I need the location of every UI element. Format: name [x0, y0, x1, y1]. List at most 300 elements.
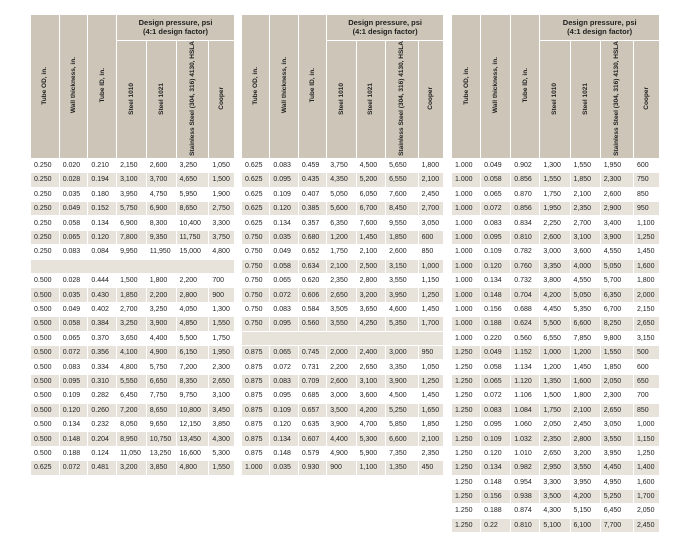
table-cell: 4,200	[356, 403, 385, 417]
table-cell: 5,350	[386, 317, 418, 331]
table-cell: 750	[633, 173, 659, 187]
table-cell: 1.250	[452, 374, 481, 388]
table-cell: 5,050	[570, 288, 600, 302]
table-cell: 0.500	[31, 417, 60, 431]
header-wall-thickness	[270, 15, 298, 159]
table-cell: 0.760	[511, 259, 540, 273]
table-cell: 5,900	[356, 446, 385, 460]
table-cell: 1,550	[540, 173, 570, 187]
table-row	[31, 302, 235, 316]
table-cell: 1.000	[452, 245, 481, 259]
table-cell: 0.750	[242, 245, 270, 259]
table-cell: 2,800	[570, 432, 600, 446]
table-cell: 1.250	[452, 504, 481, 518]
table-cell: 0.709	[298, 374, 326, 388]
table-cell: 1.120	[511, 374, 540, 388]
table-cell: 4,850	[176, 317, 209, 331]
table-cell: 4,600	[386, 302, 418, 316]
table-row	[31, 216, 235, 230]
table-cell: 3,900	[327, 417, 356, 431]
table-cell: 3,900	[600, 230, 633, 244]
table-cell: 950	[418, 345, 443, 359]
table-cell: 0.152	[88, 202, 117, 216]
table-cell: 0.065	[481, 187, 511, 201]
table-cell: 3,900	[146, 317, 176, 331]
table-cell: 5,250	[386, 403, 418, 417]
table-cell: 0.095	[481, 417, 511, 431]
table-cell: 2,100	[418, 173, 443, 187]
table-cell: 0.220	[481, 331, 511, 345]
table-cell: 0.049	[270, 245, 298, 259]
table-row	[31, 187, 235, 201]
table-cell: 0.072	[59, 461, 88, 475]
table-cell: 7,750	[146, 389, 176, 403]
table-row	[31, 345, 235, 359]
table-cell: 2,150	[117, 158, 147, 172]
table-cell: 0.657	[298, 403, 326, 417]
table-cell: 4,300	[209, 432, 235, 446]
table-row	[242, 389, 444, 403]
table-cell: 3,550	[327, 317, 356, 331]
table-row	[452, 518, 660, 532]
table-cell: 1.084	[511, 403, 540, 417]
table-cell: 5,650	[386, 158, 418, 172]
table-cell: 0.148	[270, 446, 298, 460]
table-cell: 4,400	[327, 432, 356, 446]
table-cell: 10,750	[146, 432, 176, 446]
table-cell: 0.875	[242, 389, 270, 403]
table-cell: 2,650	[600, 403, 633, 417]
table-cell: 9,650	[146, 417, 176, 431]
pressure-table	[30, 14, 235, 476]
table-cell: 2,450	[633, 518, 659, 532]
table-cell: 1.250	[452, 518, 481, 532]
table-cell: 3,800	[540, 274, 570, 288]
table-cell: 0.188	[481, 317, 511, 331]
table-cell: 4,100	[117, 345, 147, 359]
table-cell: 3,100	[356, 374, 385, 388]
table-cell: 1,550	[209, 461, 235, 475]
table-cell: 6,450	[600, 504, 633, 518]
table-cell: 0.083	[270, 374, 298, 388]
design-pressure-label: Design pressure, psi	[348, 18, 422, 27]
table-cell: 1,900	[209, 187, 235, 201]
table-cell: 0.109	[270, 187, 298, 201]
table-cell: 8,650	[176, 202, 209, 216]
table-cell: 0.875	[242, 345, 270, 359]
table-gap-row	[31, 259, 235, 273]
table-cell: 1,800	[570, 389, 600, 403]
header-tube-id-label: Tube ID, in.	[309, 68, 317, 103]
table-cell: 11,950	[146, 245, 176, 259]
table-cell: 0.065	[59, 331, 88, 345]
table-cell: 0.731	[298, 360, 326, 374]
table-cell: 3,000	[540, 245, 570, 259]
material-label: Cooper	[218, 87, 226, 110]
table-cell: 2,650	[633, 317, 659, 331]
table-cell: 3,100	[117, 173, 147, 187]
table-cell: 0.875	[242, 432, 270, 446]
table-cell: 6,600	[386, 432, 418, 446]
table-row	[452, 202, 660, 216]
material-label: Steel 1010	[337, 82, 345, 115]
header-tube-id	[298, 15, 326, 159]
table-cell: 2,150	[633, 302, 659, 316]
table-cell: 0.750	[242, 259, 270, 273]
table-cell: 1,850	[418, 417, 443, 431]
table-cell: 850	[418, 245, 443, 259]
table-cell: 3,150	[633, 331, 659, 345]
table-cell: 850	[633, 403, 659, 417]
header-wall-thickness-label: Wall thickness, in.	[492, 57, 500, 114]
table-row	[31, 230, 235, 244]
table-cell: 2,750	[209, 202, 235, 216]
table-cell: 1,500	[540, 389, 570, 403]
table-cell: 10,800	[176, 403, 209, 417]
table-cell: 2,700	[418, 202, 443, 216]
table-cell: 0.250	[31, 202, 60, 216]
table-row	[452, 245, 660, 259]
table-cell: 2,100	[327, 259, 356, 273]
header-wall-thickness	[59, 15, 88, 159]
table-cell: 0.444	[88, 274, 117, 288]
table-cell: 1,700	[418, 317, 443, 331]
header-wall-thickness	[481, 15, 511, 159]
table-cell: 700	[209, 274, 235, 288]
table-row	[242, 216, 444, 230]
table-cell: 0.607	[298, 432, 326, 446]
table-cell: 1.000	[242, 461, 270, 475]
table-cell: 450	[418, 461, 443, 475]
design-pressure-label: Design pressure, psi	[562, 18, 637, 27]
table-cell: 0.459	[298, 158, 326, 172]
header-tube-id	[88, 15, 117, 159]
table-cell: 0.624	[511, 317, 540, 331]
table-cell: 0.120	[481, 446, 511, 460]
table-cell: 0.560	[511, 331, 540, 345]
table-cell: 3,300	[540, 475, 570, 489]
table-cell: 10,400	[176, 216, 209, 230]
table-cell: 5,200	[356, 173, 385, 187]
material-label: Steel 1021	[367, 82, 375, 115]
table-cell: 1.000	[452, 230, 481, 244]
table-cell: 1.250	[452, 475, 481, 489]
table-cell: 600	[418, 230, 443, 244]
table-cell: 2,900	[600, 202, 633, 216]
pressure-table-2	[241, 14, 444, 476]
table-cell: 2,650	[356, 360, 385, 374]
table-row	[452, 360, 660, 374]
table-cell: 0.875	[242, 417, 270, 431]
table-cell: 3,600	[356, 389, 385, 403]
table-cell: 3,550	[600, 432, 633, 446]
table-cell: 0.875	[242, 403, 270, 417]
header-tube-id	[511, 15, 540, 159]
table-row	[31, 374, 235, 388]
table-row	[242, 345, 444, 359]
table-cell: 0.065	[270, 274, 298, 288]
table-cell: 8,050	[117, 417, 147, 431]
table-cell: 0.745	[298, 345, 326, 359]
table-cell: 4,900	[146, 345, 176, 359]
design-pressure-label: Design pressure, psi	[138, 18, 213, 27]
table-cell: 0.095	[59, 374, 88, 388]
table-cell: 0.500	[31, 360, 60, 374]
table-cell: 7,700	[600, 518, 633, 532]
table-row	[452, 187, 660, 201]
table-cell: 3,050	[600, 417, 633, 431]
table-cell: 0.148	[481, 475, 511, 489]
table-cell: 1,600	[633, 475, 659, 489]
table-cell: 3,350	[386, 360, 418, 374]
table-cell: 0.625	[242, 216, 270, 230]
table-cell: 0.500	[31, 389, 60, 403]
header-design-pressure	[327, 15, 444, 41]
table-cell: 7,800	[117, 230, 147, 244]
table-cell: 9,800	[600, 331, 633, 345]
table-cell: 0.625	[242, 173, 270, 187]
table-cell: 950	[633, 202, 659, 216]
table-cell: 3,950	[600, 446, 633, 460]
table-cell: 3,950	[570, 475, 600, 489]
table-cell: 7,350	[386, 446, 418, 460]
table-cell: 2,700	[117, 302, 147, 316]
table-row	[31, 288, 235, 302]
table-row	[31, 432, 235, 446]
table-cell: 3,000	[386, 345, 418, 359]
pressure-table	[451, 14, 660, 533]
table-row	[452, 446, 660, 460]
table-cell: 0.875	[242, 374, 270, 388]
header-material	[633, 41, 659, 159]
table-cell: 2,200	[327, 360, 356, 374]
table-cell: 4,900	[327, 446, 356, 460]
table-cell: 900	[209, 288, 235, 302]
table-row	[452, 389, 660, 403]
table-cell: 7,600	[356, 216, 385, 230]
table-row	[242, 403, 444, 417]
table-cell: 1.000	[452, 302, 481, 316]
table-row	[242, 302, 444, 316]
table-row	[452, 216, 660, 230]
table-cell: 0.856	[511, 173, 540, 187]
table-cell: 6,550	[540, 331, 570, 345]
table-cell: 1.250	[452, 446, 481, 460]
table-cell: 4,800	[209, 245, 235, 259]
table-cell: 1.250	[452, 489, 481, 503]
table-cell: 0.856	[511, 202, 540, 216]
table-cell: 0.095	[270, 173, 298, 187]
table-cell: 0.732	[511, 274, 540, 288]
table-cell: 2,400	[356, 345, 385, 359]
table-cell: 0.782	[511, 245, 540, 259]
table-row	[452, 475, 660, 489]
table-row	[242, 446, 444, 460]
table-cell: 1.000	[452, 331, 481, 345]
table-cell: 2,300	[600, 173, 633, 187]
header-wall-thickness-label: Wall thickness, in.	[280, 57, 288, 114]
table-cell: 0.620	[298, 274, 326, 288]
table-cell: 1,450	[418, 302, 443, 316]
table-cell: 9,950	[117, 245, 147, 259]
table-row	[31, 317, 235, 331]
design-factor-label: (4:1 design factor)	[567, 26, 633, 36]
header-material	[386, 41, 418, 159]
table-row	[452, 302, 660, 316]
table-cell: 1,600	[633, 259, 659, 273]
table-cell: 5,950	[176, 187, 209, 201]
table-cell: 0.310	[88, 374, 117, 388]
table-cell: 3,250	[176, 158, 209, 172]
table-cell: 0.625	[242, 158, 270, 172]
table-cell: 0.049	[59, 202, 88, 216]
table-cell: 1,200	[540, 360, 570, 374]
table-cell: 7,200	[117, 403, 147, 417]
table-cell: 1,400	[633, 461, 659, 475]
table-cell: 1,000	[540, 345, 570, 359]
header-material	[176, 41, 209, 159]
table-cell: 0.072	[59, 345, 88, 359]
table-cell: 0.334	[88, 360, 117, 374]
table-cell: 0.250	[31, 158, 60, 172]
table-cell: 0.083	[481, 403, 511, 417]
table-cell: 4,450	[540, 302, 570, 316]
pressure-table	[241, 14, 444, 476]
table-cell: 1,800	[146, 274, 176, 288]
table-cell: 0.902	[511, 158, 540, 172]
table-cell: 1,300	[540, 158, 570, 172]
table-cell: 0.072	[481, 202, 511, 216]
table-cell: 0.750	[242, 274, 270, 288]
table-cell: 0.500	[31, 274, 60, 288]
table-row	[242, 158, 444, 172]
table-cell: 0.095	[270, 317, 298, 331]
table-cell: 6,700	[600, 302, 633, 316]
material-label: Steel 1021	[157, 82, 165, 115]
table-cell: 0.652	[298, 245, 326, 259]
table-cell: 3,950	[117, 187, 147, 201]
table-cell: 2,050	[633, 504, 659, 518]
table-row	[452, 417, 660, 431]
header-tube-od-label: Tube OD, in.	[41, 66, 49, 105]
table-cell: 5,600	[327, 202, 356, 216]
table-cell: 1,800	[633, 274, 659, 288]
table-cell: 1,050	[209, 158, 235, 172]
table-cell: 0.938	[511, 489, 540, 503]
table-cell: 3,450	[209, 403, 235, 417]
table-cell: 3,600	[570, 245, 600, 259]
table-cell: 1,150	[633, 432, 659, 446]
table-cell: 0.500	[31, 432, 60, 446]
table-cell: 3,500	[540, 489, 570, 503]
table-row	[242, 417, 444, 431]
table-cell: 0.058	[59, 317, 88, 331]
table-cell: 0.065	[59, 230, 88, 244]
table-cell: 0.500	[31, 288, 60, 302]
table-cell: 2,950	[540, 461, 570, 475]
table-row	[452, 158, 660, 172]
table-cell: 1,550	[209, 317, 235, 331]
table-cell: 0.982	[511, 461, 540, 475]
table-row	[242, 432, 444, 446]
table-row	[452, 345, 660, 359]
table-cell: 2,000	[327, 345, 356, 359]
table-cell: 8,950	[117, 432, 147, 446]
table-cell: 9,750	[176, 389, 209, 403]
table-cell: 3,200	[356, 288, 385, 302]
table-cell: 0.430	[88, 288, 117, 302]
table-cell: 0.500	[31, 345, 60, 359]
table-cell: 1,700	[633, 489, 659, 503]
table-cell: 3,200	[117, 461, 147, 475]
material-label: Stainless Steel (304, 316) 4130, HSLA	[188, 41, 196, 156]
table-cell: 0.020	[59, 158, 88, 172]
table-cell: 4,750	[146, 187, 176, 201]
table-cell: 2,350	[570, 202, 600, 216]
table-cell: 0.095	[481, 230, 511, 244]
table-cell: 0.250	[31, 245, 60, 259]
table-cell: 0.704	[511, 288, 540, 302]
table-cell: 3,150	[386, 259, 418, 273]
table-cell: 0.180	[88, 187, 117, 201]
table-cell: 0.385	[298, 202, 326, 216]
table-cell: 0.188	[481, 504, 511, 518]
table-cell: 2,650	[540, 446, 570, 460]
table-cell: 0.874	[511, 504, 540, 518]
table-cell: 0.625	[31, 461, 60, 475]
table-cell: 0.685	[298, 389, 326, 403]
table-cell: 0.134	[88, 216, 117, 230]
table-cell: 1,000	[633, 417, 659, 431]
table-cell: 1.134	[511, 360, 540, 374]
table-cell: 2,300	[209, 360, 235, 374]
table-cell: 5,100	[540, 518, 570, 532]
table-cell: 0.402	[88, 302, 117, 316]
table-cell: 0.049	[59, 302, 88, 316]
header-tube-id-label: Tube ID, in.	[521, 68, 529, 103]
header-tube-od-label: Tube OD, in.	[252, 66, 260, 105]
table-cell: 4,300	[540, 504, 570, 518]
table-cell: 5,750	[146, 360, 176, 374]
table-cell: 2,350	[540, 432, 570, 446]
header-material	[418, 41, 443, 159]
table-cell: 4,450	[600, 461, 633, 475]
table-cell: 0.250	[31, 173, 60, 187]
table-cell: 0.500	[31, 317, 60, 331]
table-cell: 1.250	[452, 389, 481, 403]
table-cell: 1,450	[633, 245, 659, 259]
table-cell: 0.232	[88, 417, 117, 431]
table-row	[242, 360, 444, 374]
table-cell: 1,250	[633, 230, 659, 244]
material-label: Steel 1010	[127, 82, 135, 115]
table-cell: 1,350	[386, 461, 418, 475]
table-cell: 3,650	[117, 331, 147, 345]
table-cell: 5,300	[209, 446, 235, 460]
table-cell: 3,850	[209, 417, 235, 431]
table-cell: 0.750	[242, 230, 270, 244]
table-cell: 1.010	[511, 446, 540, 460]
table-cell: 0.109	[481, 245, 511, 259]
table-cell: 0.500	[31, 446, 60, 460]
table-cell: 1,450	[356, 230, 385, 244]
material-label: Stainless Steel (304, 316) 4130, HSLA	[613, 41, 621, 156]
material-label: Cooper	[642, 87, 650, 110]
table-cell: 0.156	[481, 489, 511, 503]
table-cell: 1.250	[452, 417, 481, 431]
gap-cell	[31, 259, 235, 273]
table-cell: 0.083	[270, 158, 298, 172]
